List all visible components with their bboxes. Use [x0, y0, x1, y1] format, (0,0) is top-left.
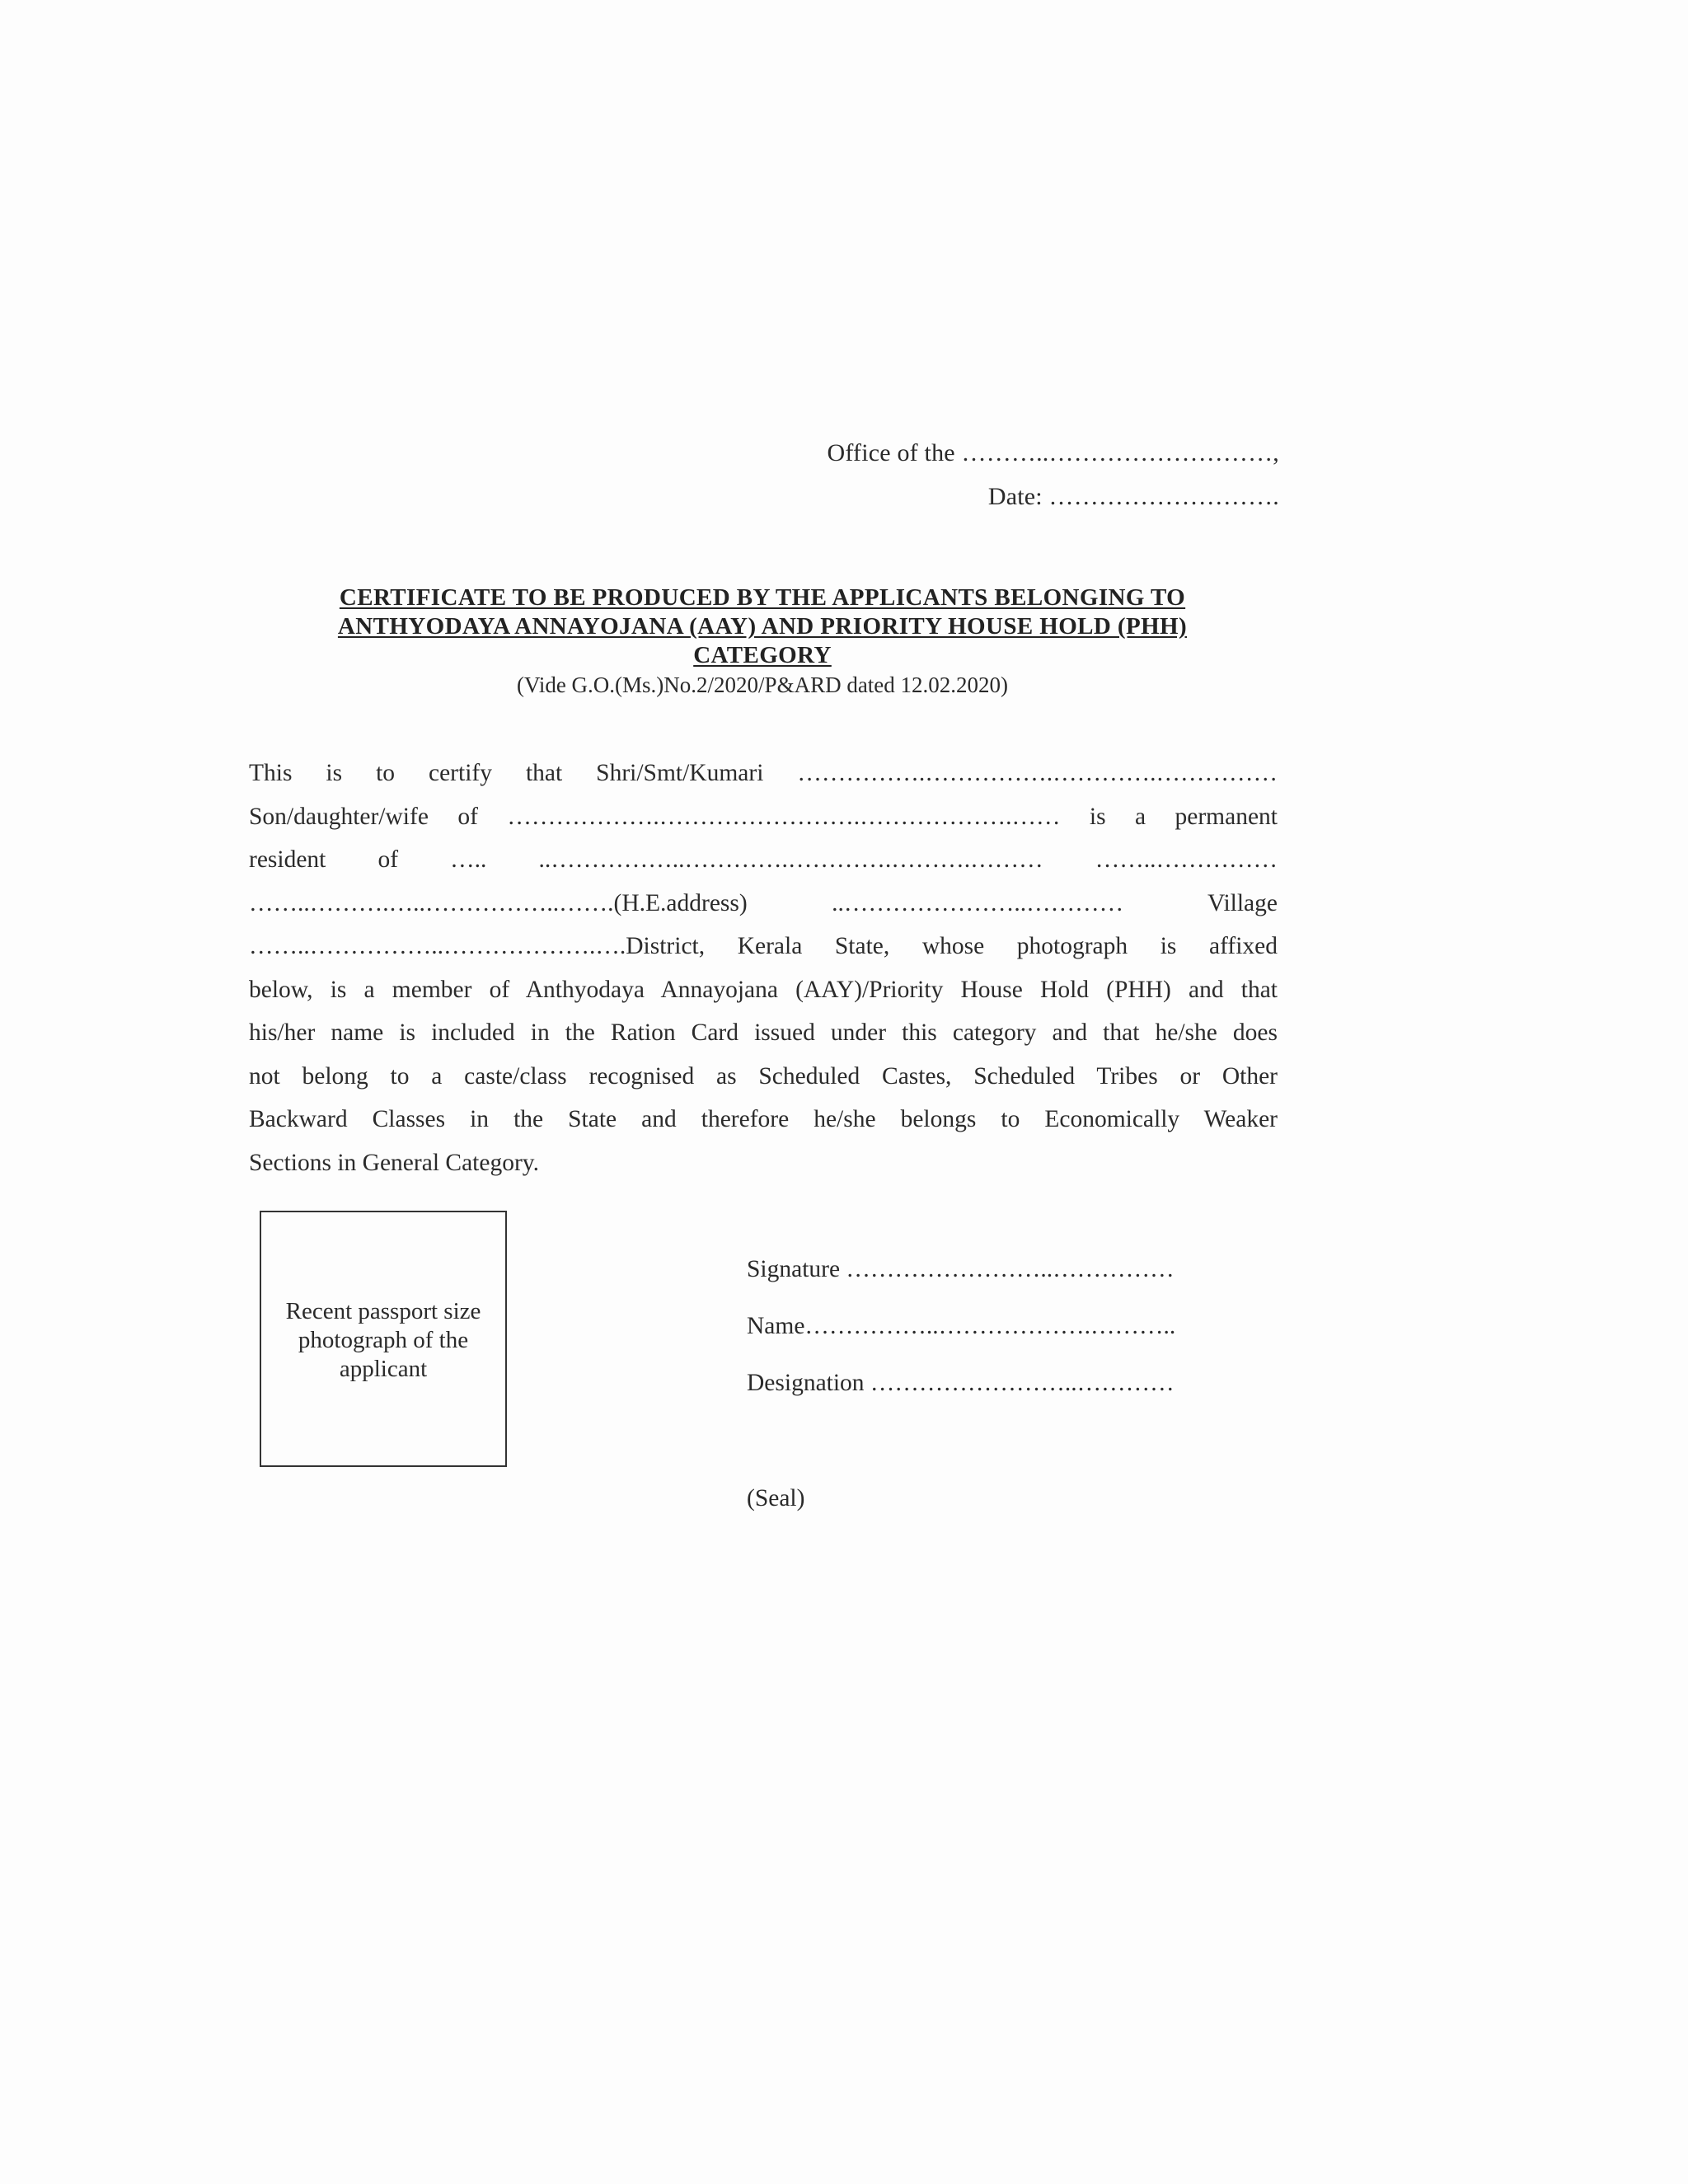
body-line: resident of ….. ..……………..………….………….……….……… ……..……………	[249, 846, 1278, 873]
photo-placeholder-box	[260, 1211, 507, 1467]
title-line-3: CATEGORY	[693, 642, 832, 668]
body-line: below, is a member of Anthyodaya Annayojana (AAY)/Priority House Hold (PHH) and that	[249, 976, 1278, 1003]
body-line: his/her name is included in the Ration Card issued under this category and that he/she does	[249, 1019, 1278, 1046]
date-line: Date: ……………………….	[987, 483, 1279, 510]
certificate-title	[239, 583, 1286, 700]
certificate-body	[249, 752, 1278, 1184]
body-line: Backward Classes in the State and therefore he/she belongs to Economically Weaker	[249, 1106, 1278, 1132]
signature-line: Signature ……………………..……………	[747, 1256, 1175, 1282]
title-line-2: ANTHYODAYA ANNAYOJANA (AAY) AND PRIORITY HOUSE HOLD (PHH)	[337, 613, 1188, 640]
body-line: not belong to a caste/class recognised as Scheduled Castes, Scheduled Tribes or Other	[249, 1062, 1278, 1090]
body-line: ……..……….…..……………..…….(H.E.address) ..…………………..………… Village	[249, 889, 1278, 916]
body-line: ……..……………..……………….….District, Kerala State, whose photograph is affixed	[249, 933, 1278, 959]
designation-line: Designation ……………………..…………	[747, 1370, 1175, 1396]
photo-text-line: applicant	[339, 1356, 428, 1382]
government-order-reference: (Vide G.O.(Ms.)No.2/2020/P&ARD dated 12.02.2020)	[516, 673, 1009, 697]
photo-placeholder-text	[261, 1297, 505, 1384]
photo-text-line: Recent passport size	[285, 1298, 481, 1324]
office-line: Office of the ………..………………………,	[827, 439, 1279, 466]
body-line: Son/daughter/wife of ……………….…………………….……………….…… is a permanent	[249, 803, 1278, 830]
body-line: Sections in General Category.	[249, 1149, 539, 1176]
name-line: Name……………..……………….………..	[747, 1313, 1176, 1339]
body-line: This is to certify that Shri/Smt/Kumari …………….…………….………….……………	[249, 760, 1278, 786]
photo-text-line: photograph of the	[298, 1327, 469, 1353]
title-line-1: CERTIFICATE TO BE PRODUCED BY THE APPLICANTS BELONGING TO	[339, 584, 1186, 611]
seal-label: (Seal)	[747, 1485, 805, 1511]
